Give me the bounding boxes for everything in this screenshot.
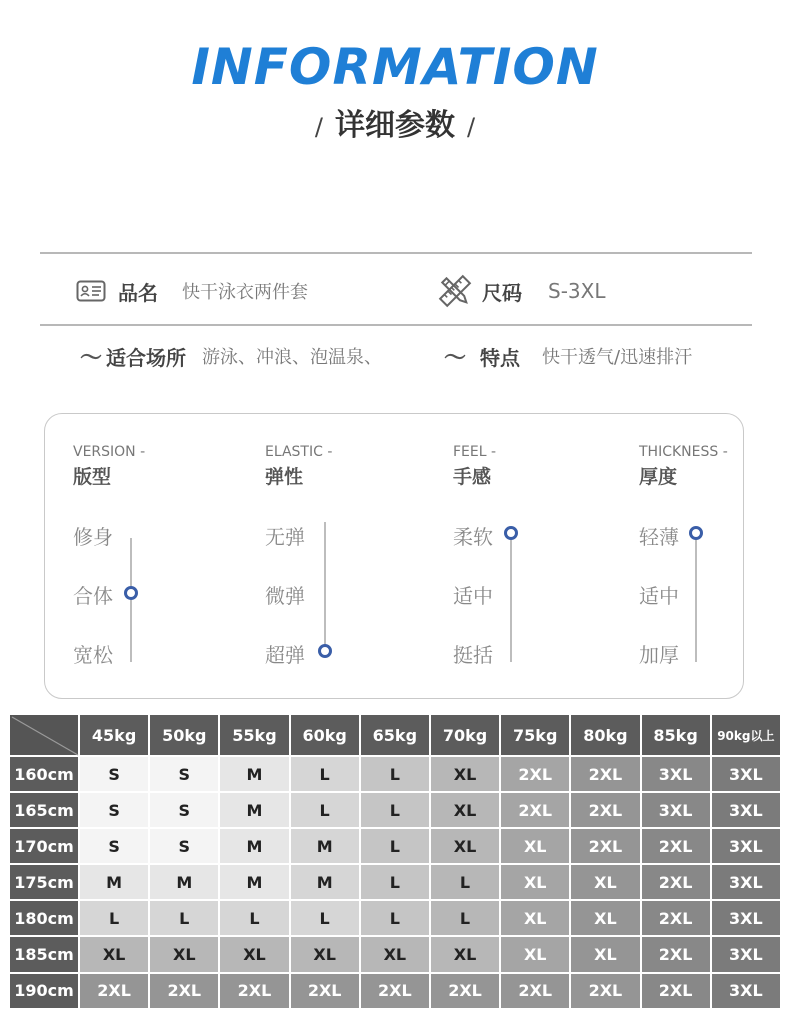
size-chart-header-row — [10, 715, 782, 757]
attribute-option: 修身 — [73, 525, 113, 549]
height-header: 185cm — [10, 937, 80, 973]
attribute-en-label: VERSION - — [73, 444, 146, 460]
weight-header: 75kg — [501, 715, 571, 757]
size-cell: XL — [431, 793, 501, 829]
size-cell: M — [291, 829, 361, 865]
size-cell: 2XL — [642, 937, 712, 973]
size-cell: XL — [150, 937, 220, 973]
size-cell: L — [361, 901, 431, 937]
ruler-pencil-icon — [438, 274, 472, 308]
attribute-option: 加厚 — [639, 643, 679, 667]
size-cell: XL — [571, 901, 641, 937]
table-corner-cell — [10, 715, 80, 757]
size-cell: M — [220, 793, 290, 829]
weight-header: 80kg — [571, 715, 641, 757]
size-cell: L — [150, 901, 220, 937]
table-row — [10, 937, 782, 973]
occasion-value: 游泳、冲浪、泡温泉、 — [202, 347, 383, 368]
size-cell: 2XL — [642, 829, 712, 865]
feature-value: 快干透气/迅速排汗 — [542, 347, 693, 368]
table-row — [10, 865, 782, 901]
weight-header: 50kg — [150, 715, 220, 757]
weight-header: 85kg — [642, 715, 712, 757]
size-cell: 2XL — [501, 974, 571, 1010]
size-cell: 2XL — [571, 757, 641, 793]
attribute-scale-bar — [130, 538, 132, 662]
size-cell: 2XL — [220, 974, 290, 1010]
size-cell: L — [291, 793, 361, 829]
table-row — [10, 793, 782, 829]
size-chart-table — [10, 715, 782, 1010]
divider-middle — [40, 324, 752, 326]
size-cell: XL — [80, 937, 150, 973]
weight-header: 90kg以上 — [712, 715, 782, 757]
table-row — [10, 829, 782, 865]
size-cell: M — [220, 865, 290, 901]
id-card-icon — [76, 280, 106, 302]
size-cell: 2XL — [642, 974, 712, 1010]
size-cell: 2XL — [501, 757, 571, 793]
attribute-option: 合体 — [73, 584, 113, 608]
size-cell: M — [291, 865, 361, 901]
size-cell: XL — [431, 829, 501, 865]
size-cell: 2XL — [361, 974, 431, 1010]
size-cell: L — [431, 865, 501, 901]
size-chart — [10, 715, 782, 1011]
size-cell: XL — [571, 865, 641, 901]
size-cell: 2XL — [150, 974, 220, 1010]
size-cell: M — [220, 829, 290, 865]
attribute-en-label: FEEL - — [453, 444, 497, 460]
table-row — [10, 974, 782, 1010]
attribute-cn-label: 版型 — [73, 466, 112, 488]
occasion-label: 适合场所 — [106, 345, 187, 370]
size-cell: 3XL — [712, 974, 782, 1010]
product-name-field — [76, 271, 308, 311]
attribute-option: 柔软 — [453, 525, 493, 549]
weight-header: 70kg — [431, 715, 501, 757]
size-cell: XL — [501, 829, 571, 865]
size-cell: M — [220, 757, 290, 793]
attribute-en-label: ELASTIC - — [265, 444, 333, 460]
product-name-label: 品名 — [118, 280, 158, 305]
info-row-occasion-feature — [0, 336, 790, 376]
size-cell: L — [361, 757, 431, 793]
size-cell: XL — [361, 937, 431, 973]
attribute-selected-marker — [689, 526, 703, 540]
attribute-scale-bar — [324, 522, 326, 646]
feature-label: 特点 — [480, 345, 521, 370]
attribute-option: 适中 — [639, 584, 679, 608]
attribute-option: 微弹 — [265, 584, 305, 608]
size-cell: L — [291, 901, 361, 937]
subtitle-slash-right: / — [467, 113, 476, 141]
size-cell: L — [80, 901, 150, 937]
size-cell: 3XL — [712, 937, 782, 973]
attribute-panel — [44, 413, 744, 699]
info-row-name-size — [0, 271, 790, 311]
height-header: 165cm — [10, 793, 80, 829]
attribute-scale-bar — [510, 538, 512, 662]
subtitle-text: 详细参数 — [335, 108, 455, 143]
size-cell: 2XL — [642, 865, 712, 901]
attribute-option: 无弹 — [265, 525, 305, 549]
size-range-label: 尺码 — [482, 280, 522, 305]
size-cell: L — [361, 829, 431, 865]
attribute-option: 挺括 — [453, 643, 493, 667]
size-cell: XL — [220, 937, 290, 973]
attribute-selected-marker — [504, 526, 518, 540]
size-cell: 3XL — [642, 757, 712, 793]
size-cell: XL — [431, 757, 501, 793]
size-cell: S — [80, 829, 150, 865]
weight-header: 60kg — [291, 715, 361, 757]
attribute-cn-label: 手感 — [453, 466, 492, 488]
height-header: 175cm — [10, 865, 80, 901]
size-cell: 3XL — [712, 901, 782, 937]
size-cell: 3XL — [712, 757, 782, 793]
attribute-selected-marker — [124, 586, 138, 600]
size-cell: 3XL — [712, 829, 782, 865]
product-name-value: 快干泳衣两件套 — [182, 282, 308, 303]
size-cell: XL — [291, 937, 361, 973]
size-cell: S — [80, 757, 150, 793]
size-cell: 2XL — [431, 974, 501, 1010]
size-cell: S — [80, 793, 150, 829]
attribute-option: 宽松 — [73, 643, 113, 667]
size-cell: 2XL — [501, 793, 571, 829]
size-cell: L — [431, 901, 501, 937]
size-cell: XL — [501, 901, 571, 937]
attribute-option: 超弹 — [265, 643, 305, 667]
attribute-selected-marker — [318, 644, 332, 658]
size-range-value: S-3XL — [548, 279, 606, 303]
wave-icon: ～ — [444, 345, 467, 371]
size-cell: 3XL — [712, 865, 782, 901]
size-cell: 2XL — [571, 793, 641, 829]
size-cell: M — [80, 865, 150, 901]
size-cell: S — [150, 757, 220, 793]
size-cell: 2XL — [571, 829, 641, 865]
divider-top — [40, 252, 752, 254]
size-cell: 2XL — [642, 901, 712, 937]
wave-icon: ～ — [80, 345, 103, 371]
size-cell: XL — [501, 865, 571, 901]
attribute-option: 适中 — [453, 584, 493, 608]
size-cell: L — [361, 865, 431, 901]
height-header: 160cm — [10, 757, 80, 793]
size-cell: XL — [501, 937, 571, 973]
size-cell: XL — [571, 937, 641, 973]
table-row — [10, 757, 782, 793]
size-cell: 2XL — [291, 974, 361, 1010]
subtitle-slash-left: / — [314, 113, 323, 141]
page-title: INFORMATION — [191, 38, 599, 96]
feature-field — [444, 336, 692, 376]
size-cell: L — [291, 757, 361, 793]
size-cell: M — [150, 865, 220, 901]
size-cell: 2XL — [80, 974, 150, 1010]
size-range-field — [438, 271, 605, 311]
height-header: 180cm — [10, 901, 80, 937]
weight-header: 55kg — [220, 715, 290, 757]
attribute-scale-bar — [695, 538, 697, 662]
size-cell: S — [150, 793, 220, 829]
height-header: 190cm — [10, 974, 80, 1010]
attribute-option: 轻薄 — [639, 525, 679, 549]
size-cell: L — [361, 793, 431, 829]
height-header: 170cm — [10, 829, 80, 865]
size-cell: 3XL — [642, 793, 712, 829]
weight-header: 45kg — [80, 715, 150, 757]
attribute-cn-label: 弹性 — [265, 466, 304, 488]
occasion-field — [80, 336, 382, 376]
table-row — [10, 901, 782, 937]
weight-header: 65kg — [361, 715, 431, 757]
size-cell: 2XL — [571, 974, 641, 1010]
page-subtitle — [0, 100, 790, 144]
size-cell: L — [220, 901, 290, 937]
size-cell: XL — [431, 937, 501, 973]
attribute-cn-label: 厚度 — [639, 466, 678, 488]
size-cell: 3XL — [712, 793, 782, 829]
attribute-en-label: THICKNESS - — [639, 444, 728, 460]
size-cell: S — [150, 829, 220, 865]
